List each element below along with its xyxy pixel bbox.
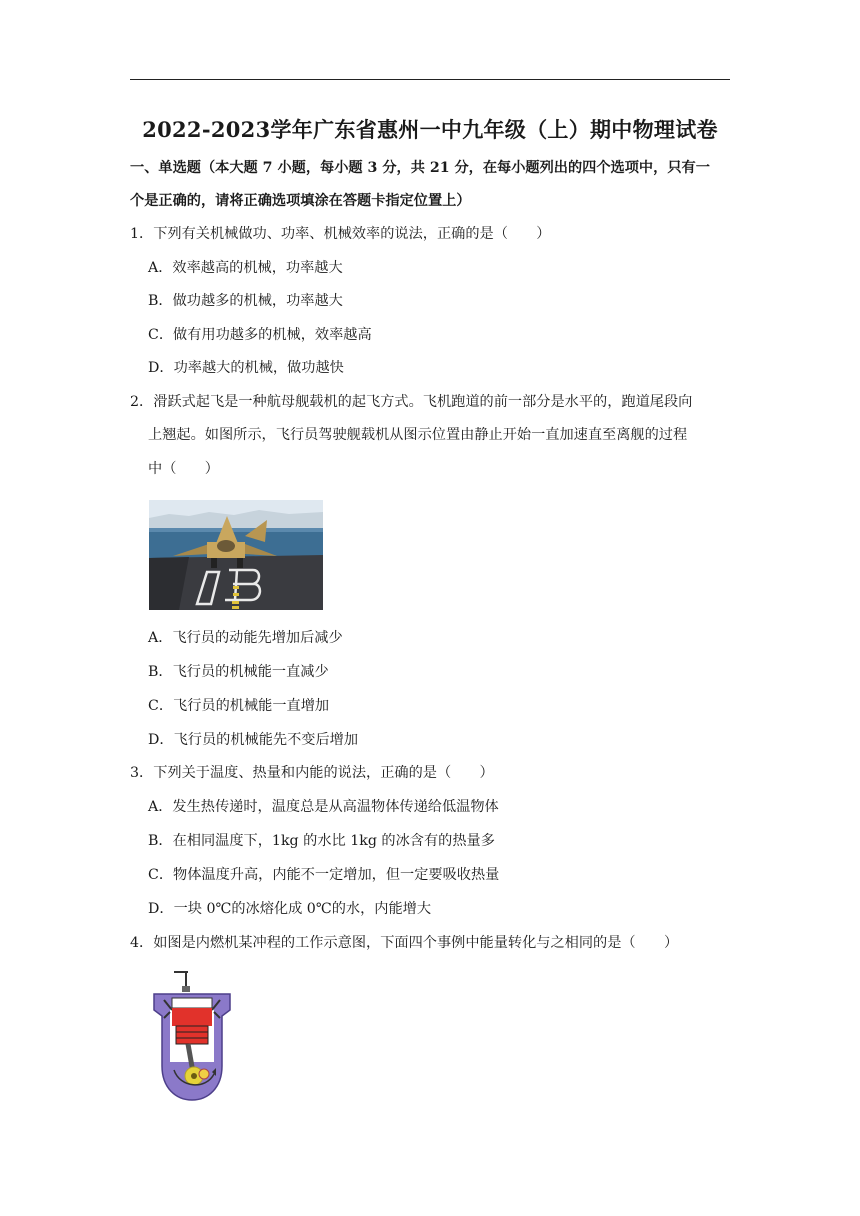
question-2-option-a: A．飞行员的动能先增加后减少 xyxy=(148,630,343,646)
question-2-stem-line2: 上翘起。如图所示，飞行员驾驶舰载机从图示位置由静止开始一直加速直至离舰的过程 xyxy=(148,427,688,443)
question-2-option-d: D．飞行员的机械能先不变后增加 xyxy=(148,732,359,748)
question-1-option-a: A．效率越高的机械，功率越大 xyxy=(148,260,343,276)
carrier-jet-image xyxy=(149,500,323,610)
question-2-option-c: C．飞行员的机械能一直增加 xyxy=(148,698,330,714)
question-2-stem-line1: 2．滑跃式起飞是一种航母舰载机的起飞方式。飞机跑道的前一部分是水平的，跑道尾段向 xyxy=(130,394,693,410)
engine-diagram-image xyxy=(150,970,234,1104)
question-1-option-b: B．做功越多的机械，功率越大 xyxy=(148,293,343,309)
question-3-option-b: B．在相同温度下，1kg 的水比 1kg 的冰含有的热量多 xyxy=(148,833,495,849)
question-1-option-c: C．做有用功越多的机械，效率越高 xyxy=(148,327,372,343)
section-heading-line2: 个是正确的，请将正确选项填涂在答题卡指定位置上） xyxy=(130,193,471,209)
question-1-option-d: D．功率越大的机械，做功越快 xyxy=(148,360,344,376)
question-3-option-d: D．一块 0℃的冰熔化成 0℃的水，内能增大 xyxy=(148,901,432,917)
question-4-stem: 4．如图是内燃机某冲程的工作示意图，下面四个事例中能量转化与之相同的是（ ） xyxy=(130,935,679,951)
header-rule xyxy=(130,79,730,80)
question-3-option-c: C．物体温度升高，内能不一定增加，但一定要吸收热量 xyxy=(148,867,500,883)
question-2-option-b: B．飞行员的机械能一直减少 xyxy=(148,664,329,680)
page-title: 2022-2023学年广东省惠州一中九年级（上）期中物理试卷 xyxy=(142,117,718,142)
question-2-stem-line3: 中（ ） xyxy=(148,461,219,477)
question-1-stem: 1．下列有关机械做功、功率、机械效率的说法，正确的是（ ） xyxy=(130,226,551,242)
question-3-stem: 3．下列关于温度、热量和内能的说法，正确的是（ ） xyxy=(130,765,494,781)
section-heading-line1: 一、单选题（本大题 7 小题，每小题 3 分，共 21 分，在每小题列出的四个选项中，只有一 xyxy=(130,160,710,176)
question-3-option-a: A．发生热传递时，温度总是从高温物体传递给低温物体 xyxy=(148,799,499,815)
